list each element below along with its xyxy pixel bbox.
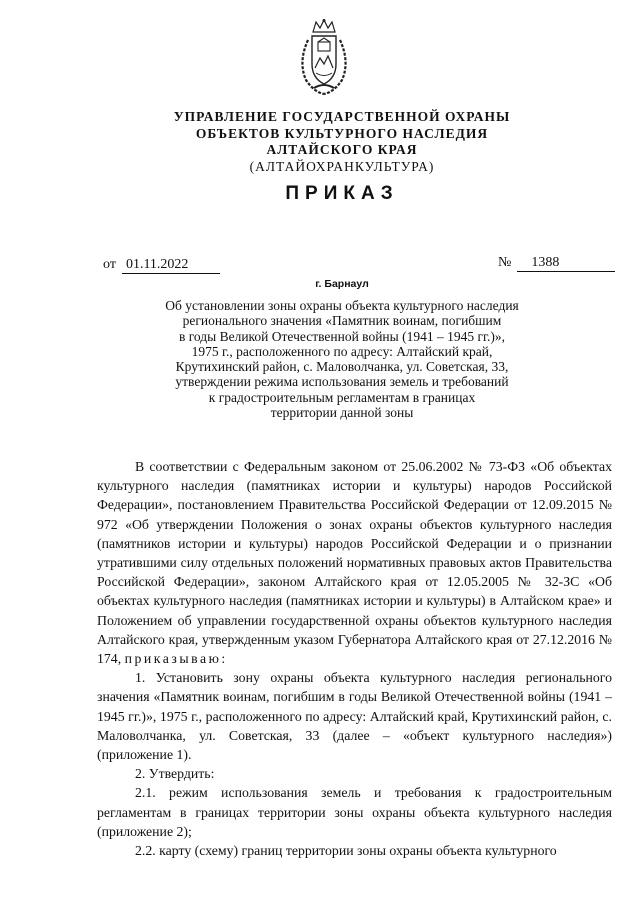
organization-name [0,109,640,175]
org-short-name: (АЛТАЙОХРАНКУЛЬТУРА) [249,158,435,174]
subject-line: территории данной зоны [270,405,414,421]
date-value: 01.11.2022 [122,257,220,274]
org-line: АЛТАЙСКОГО КРАЯ [266,142,418,157]
preamble-text: В соответствии с Федеральным законом от 25.06.2002 № 73-ФЗ «Об объектах культурного наследия (памятниках истории и культуры) народов Российской Федерации», постановлением Правительства Российской Федерации от 12.09.2015 № 972 «Об утверждении Положения о зонах охраны объектов культурного наследия (памятников истории и культуры) народов Российской Федерации и о признании утратившими силу отдельных положений нормативных правовых актов Правительства Российской Федерации», законом Алтайского края от 12.05.2005 № 32-ЗС «Об объектах культурного наследия (памятниках истории и культуры) в Алтайском крае» и Положением об управлении государственной охраны объектов культурного наследия Алтайского края, утвержденным указом Губернатора Алтайского края от 27.12.2016 № 174, [97,459,612,667]
number-field [498,255,615,272]
number-value: 1388 [517,255,615,272]
org-line: УПРАВЛЕНИЕ ГОСУДАРСТВЕННОЙ ОХРАНЫ [173,109,511,124]
document-body [97,457,612,860]
document-type-title: ПРИКАЗ [285,183,399,204]
item-2-1: 2.1. режим использования земель и требования к градостроительным регламентам в границах территории зоны охраны объекта культурного наследия (приложение 2); [97,785,612,839]
city-label: г. Барнаул [315,278,369,290]
org-line: ОБЪЕКТОВ КУЛЬТУРНОГО НАСЛЕДИЯ [195,125,489,141]
item-2: 2. Утвердить: [135,766,215,782]
preamble-paragraph [97,457,612,668]
subject-line: 1975 г., расположенного по адресу: Алтайский край, [191,343,493,359]
coat-of-arms-icon [296,18,352,96]
subject-line: регионального значения «Памятник воинам, погибшим [182,313,502,329]
date-field [103,257,220,274]
item-1: 1. Установить зону охраны объекта культурного наследия регионального значения «Памятник воинам, погибшим в годы Великой Отечественной войны (1941 – 1945 гг.)», 1975 г., расположенного по адресу: Алтайский край, Крутихинский район, с. Маловолчанка, ул. Советская, 33 (далее – «объект культурного наследия») (приложение 1). [97,670,612,763]
date-prefix: от [103,257,116,272]
order-word: приказываю: [124,651,228,667]
subject-line: Об установлении зоны охраны объекта культурного наследия [165,298,519,313]
item-2-2: 2.2. карту (схему) границ территории зоны охраны объекта культурного [135,843,557,859]
subject-line: к градостроительным регламентам в границах [208,389,476,405]
number-prefix: № [498,255,512,270]
subject-line: утверждении режима использования земель и требований [175,374,509,390]
subject-line: в годы Великой Отечественной войны (1941 – 1945 гг.)», [178,328,506,344]
subject-line: Крутихинский район, с. Маловолчанка, ул. Советская, 33, [175,359,509,375]
document-subject [122,298,562,420]
